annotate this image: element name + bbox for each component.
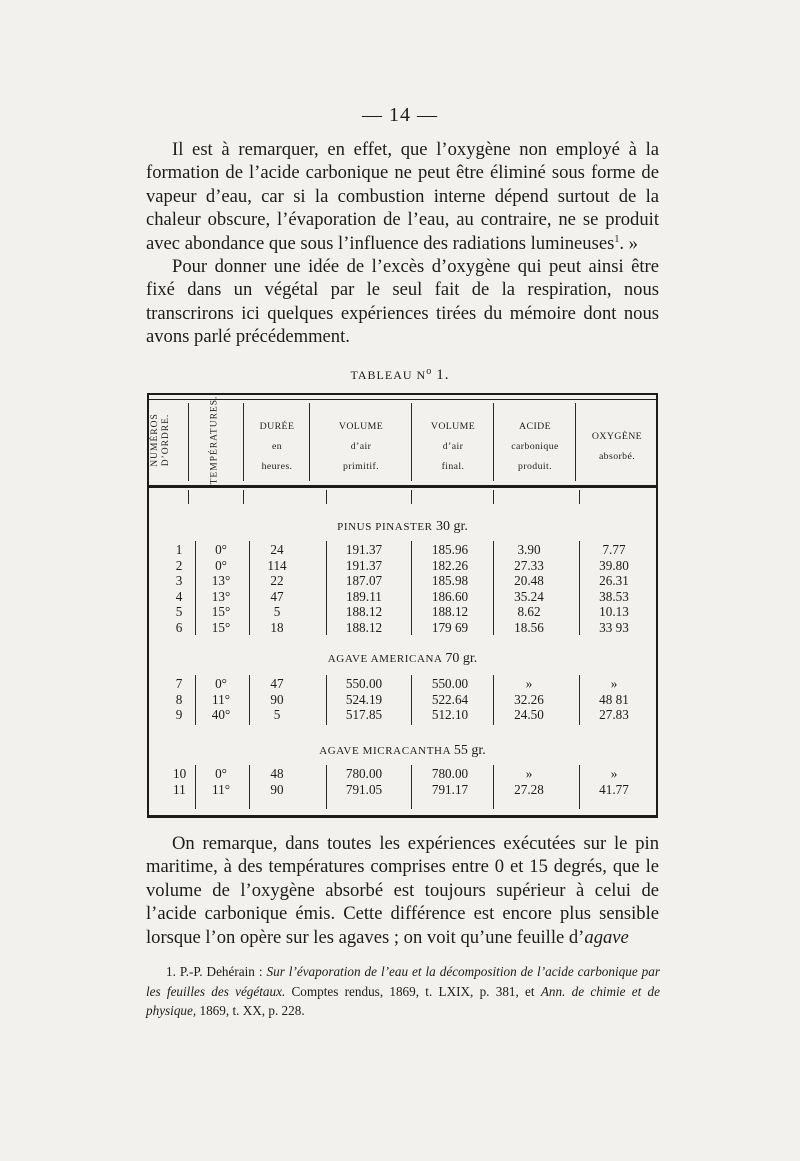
cell-volume-final: 182.26: [431, 557, 469, 573]
cell-duree: 24: [270, 542, 284, 557]
cell-oxygene: 7.77: [602, 542, 626, 557]
cell-volume-initial: 791.05: [345, 781, 383, 797]
table-row: [149, 677, 656, 691]
cell-numero: 11: [173, 781, 186, 797]
cell-volume-final: 185.98: [431, 573, 469, 589]
cell-numero: 2: [175, 557, 183, 573]
cell-volume-initial: 517.85: [345, 707, 383, 723]
cell-oxygene: 33 93: [599, 620, 629, 635]
table-row: [149, 621, 656, 635]
closing-text: [146, 832, 659, 949]
cell-volume-initial: 550.00: [345, 676, 383, 691]
page-number: — 14 —: [362, 104, 438, 126]
table-top-rule-thin: [147, 399, 658, 400]
paragraph-quote-end: Il est à remarquer, en effet, que l’oxygène non employé à la formation de l’acide carbonique ne peut être éliminé sous forme de vapeur d’eau, car si la combustion interne dépend surtout de la chaleur obscure, l’évaporation de l’eau, au contraire, ne se produit avec abondance que sous l’influence des radiations lumineuses$^1$. »: [146, 139, 659, 254]
table-title: TABLEAU $N^o$ 1.: [350, 366, 450, 383]
header-volume-initial: VOLUME d’air primitif.: [338, 421, 384, 472]
cell-temperature: 0°: [215, 766, 227, 781]
cell-acide: 27.33: [514, 557, 544, 573]
cell-duree: 90: [270, 781, 284, 797]
cell-oxygene: 26.31: [599, 573, 629, 589]
cell-volume-final: 780.00: [431, 766, 469, 781]
table-header-rule: [147, 485, 658, 488]
table-bottom-rule: [147, 815, 658, 818]
cell-acide: 32.26: [514, 691, 544, 707]
cell-oxygene: 38.53: [599, 588, 629, 604]
cell-volume-final: 188.12: [431, 604, 469, 620]
table-top-rule: [147, 393, 658, 395]
table-row: [149, 543, 656, 557]
cell-duree: 114: [267, 557, 287, 573]
cell-acide: 20.48: [514, 573, 544, 589]
cell-numero: 6: [175, 620, 183, 635]
cell-acide: 24.50: [514, 707, 544, 723]
cell-oxygene: 27.83: [599, 707, 629, 723]
cell-duree: 48: [270, 766, 284, 781]
table-row: [149, 574, 656, 588]
header-temperatures: TEMPÉRATURES.: [209, 395, 220, 485]
table-row: [149, 708, 656, 722]
cell-numero: 1: [175, 542, 183, 557]
cell-acide: 8.62: [517, 604, 541, 620]
paragraph-transition: Pour donner une idée de l’excès d’oxygène qui peut ainsi être fixé dans un végétal par le seul fait de la respiration, nous transcrirons ici quelques expériences tirées du mémoire dont nous avons parlé précédemment.: [146, 256, 659, 348]
header-oxygene: OXYGÈNE absorbé.: [591, 431, 643, 462]
cell-volume-initial: 191.37: [345, 557, 383, 573]
cell-temperature: 0°: [215, 557, 227, 573]
cell-temperature: 15°: [211, 604, 231, 620]
header-divider: [188, 403, 189, 481]
cell-duree: 5: [273, 707, 281, 723]
cell-volume-initial: 187.07: [345, 573, 383, 589]
header-numeros: NUMÉROS D’ORDRE.: [150, 413, 171, 467]
cell-volume-initial: 780.00: [345, 766, 383, 781]
cell-oxygene: 48 81: [599, 691, 629, 707]
table-row: [149, 783, 656, 797]
cell-duree: 22: [270, 573, 284, 589]
cell-temperature: 11°: [212, 691, 230, 707]
cell-volume-final: 186.60: [431, 588, 469, 604]
cell-temperature: 13°: [211, 588, 231, 604]
cell-numero: 7: [175, 676, 183, 691]
cell-acide: »: [525, 676, 533, 691]
cell-temperature: 11°: [212, 781, 230, 797]
cell-numero: 4: [175, 588, 183, 604]
cell-volume-initial: 524.19: [345, 691, 383, 707]
cell-volume-initial: 191.37: [345, 542, 383, 557]
cell-temperature: 0°: [215, 542, 227, 557]
cell-volume-initial: 189.11: [346, 588, 382, 604]
cell-oxygene: »: [610, 766, 618, 781]
cell-volume-final: 185.96: [431, 542, 469, 557]
cell-oxygene: 10.13: [599, 604, 629, 620]
table-row: [149, 767, 656, 781]
cell-numero: 3: [175, 573, 183, 589]
cell-numero: 9: [175, 707, 183, 723]
cell-oxygene: 41.77: [599, 781, 629, 797]
header-volume-final: VOLUME d’air final.: [430, 421, 476, 472]
cell-numero: 10: [173, 766, 187, 781]
cell-oxygene: »: [610, 676, 618, 691]
table-row: [149, 559, 656, 573]
table-row: [149, 590, 656, 604]
cell-duree: 47: [270, 676, 284, 691]
cell-volume-final: 550.00: [431, 676, 469, 691]
table-row: [149, 693, 656, 707]
header-duree: DURÉE en heures.: [259, 421, 295, 472]
cell-acide: »: [525, 766, 533, 781]
cell-duree: 90: [270, 691, 284, 707]
cell-volume-initial: 188.12: [345, 620, 383, 635]
cell-acide: 35.24: [514, 588, 544, 604]
cell-numero: 5: [175, 604, 183, 620]
paragraph-conclusion: On remarque, dans toutes les expériences exécutées sur le pin maritime, à des températures comprises entre 0 et 15 degrés, que le volume de l’oxygène absorbé est toujours supérieur à celui de l’acide carbonique émis. Cette différence est encore plus sensible lorsque l’on opère sur les agaves ; on voit qu’une feuille d’agave: [146, 833, 659, 948]
cell-volume-final: 512.10: [431, 707, 469, 723]
footnote-ref: 1: [614, 233, 620, 245]
cell-acide: 18.56: [514, 620, 544, 635]
header-acide: ACIDE carbonique produit.: [511, 421, 559, 472]
cell-volume-final: 791.17: [431, 781, 469, 797]
cell-temperature: 15°: [211, 620, 231, 635]
section-title: AGAVE AMERICANA 70 gr.: [327, 651, 478, 666]
intro-text: [146, 138, 659, 349]
cell-acide: 3.90: [517, 542, 541, 557]
cell-acide: 27.28: [514, 781, 544, 797]
section-title: PINUS PINASTER 30 gr.: [337, 519, 468, 534]
table-row: [149, 605, 656, 619]
cell-volume-final: 179 69: [431, 620, 469, 635]
cell-temperature: 0°: [215, 676, 227, 691]
cell-duree: 47: [270, 588, 284, 604]
cell-volume-initial: 188.12: [345, 604, 383, 620]
cell-temperature: 13°: [211, 573, 231, 589]
cell-numero: 8: [175, 691, 183, 707]
cell-oxygene: 39.80: [599, 557, 629, 573]
experiments-table: [147, 393, 658, 818]
cell-duree: 18: [270, 620, 284, 635]
cell-duree: 5: [273, 604, 281, 620]
cell-temperature: 40°: [211, 707, 231, 723]
footnote: 1. P.-P. Dehérain : Sur l’évaporation de l’eau et la décomposition de l’acide carbonique par les feuilles des végétaux. Comptes rendus, 1869, t. LXIX, p. 381, et Ann. de chimie et de physique, 1869, t. XX, p. 228.: [146, 964, 660, 1019]
cell-volume-final: 522.64: [431, 691, 469, 707]
section-title: AGAVE MICRACANTHA 55 gr.: [319, 743, 486, 758]
